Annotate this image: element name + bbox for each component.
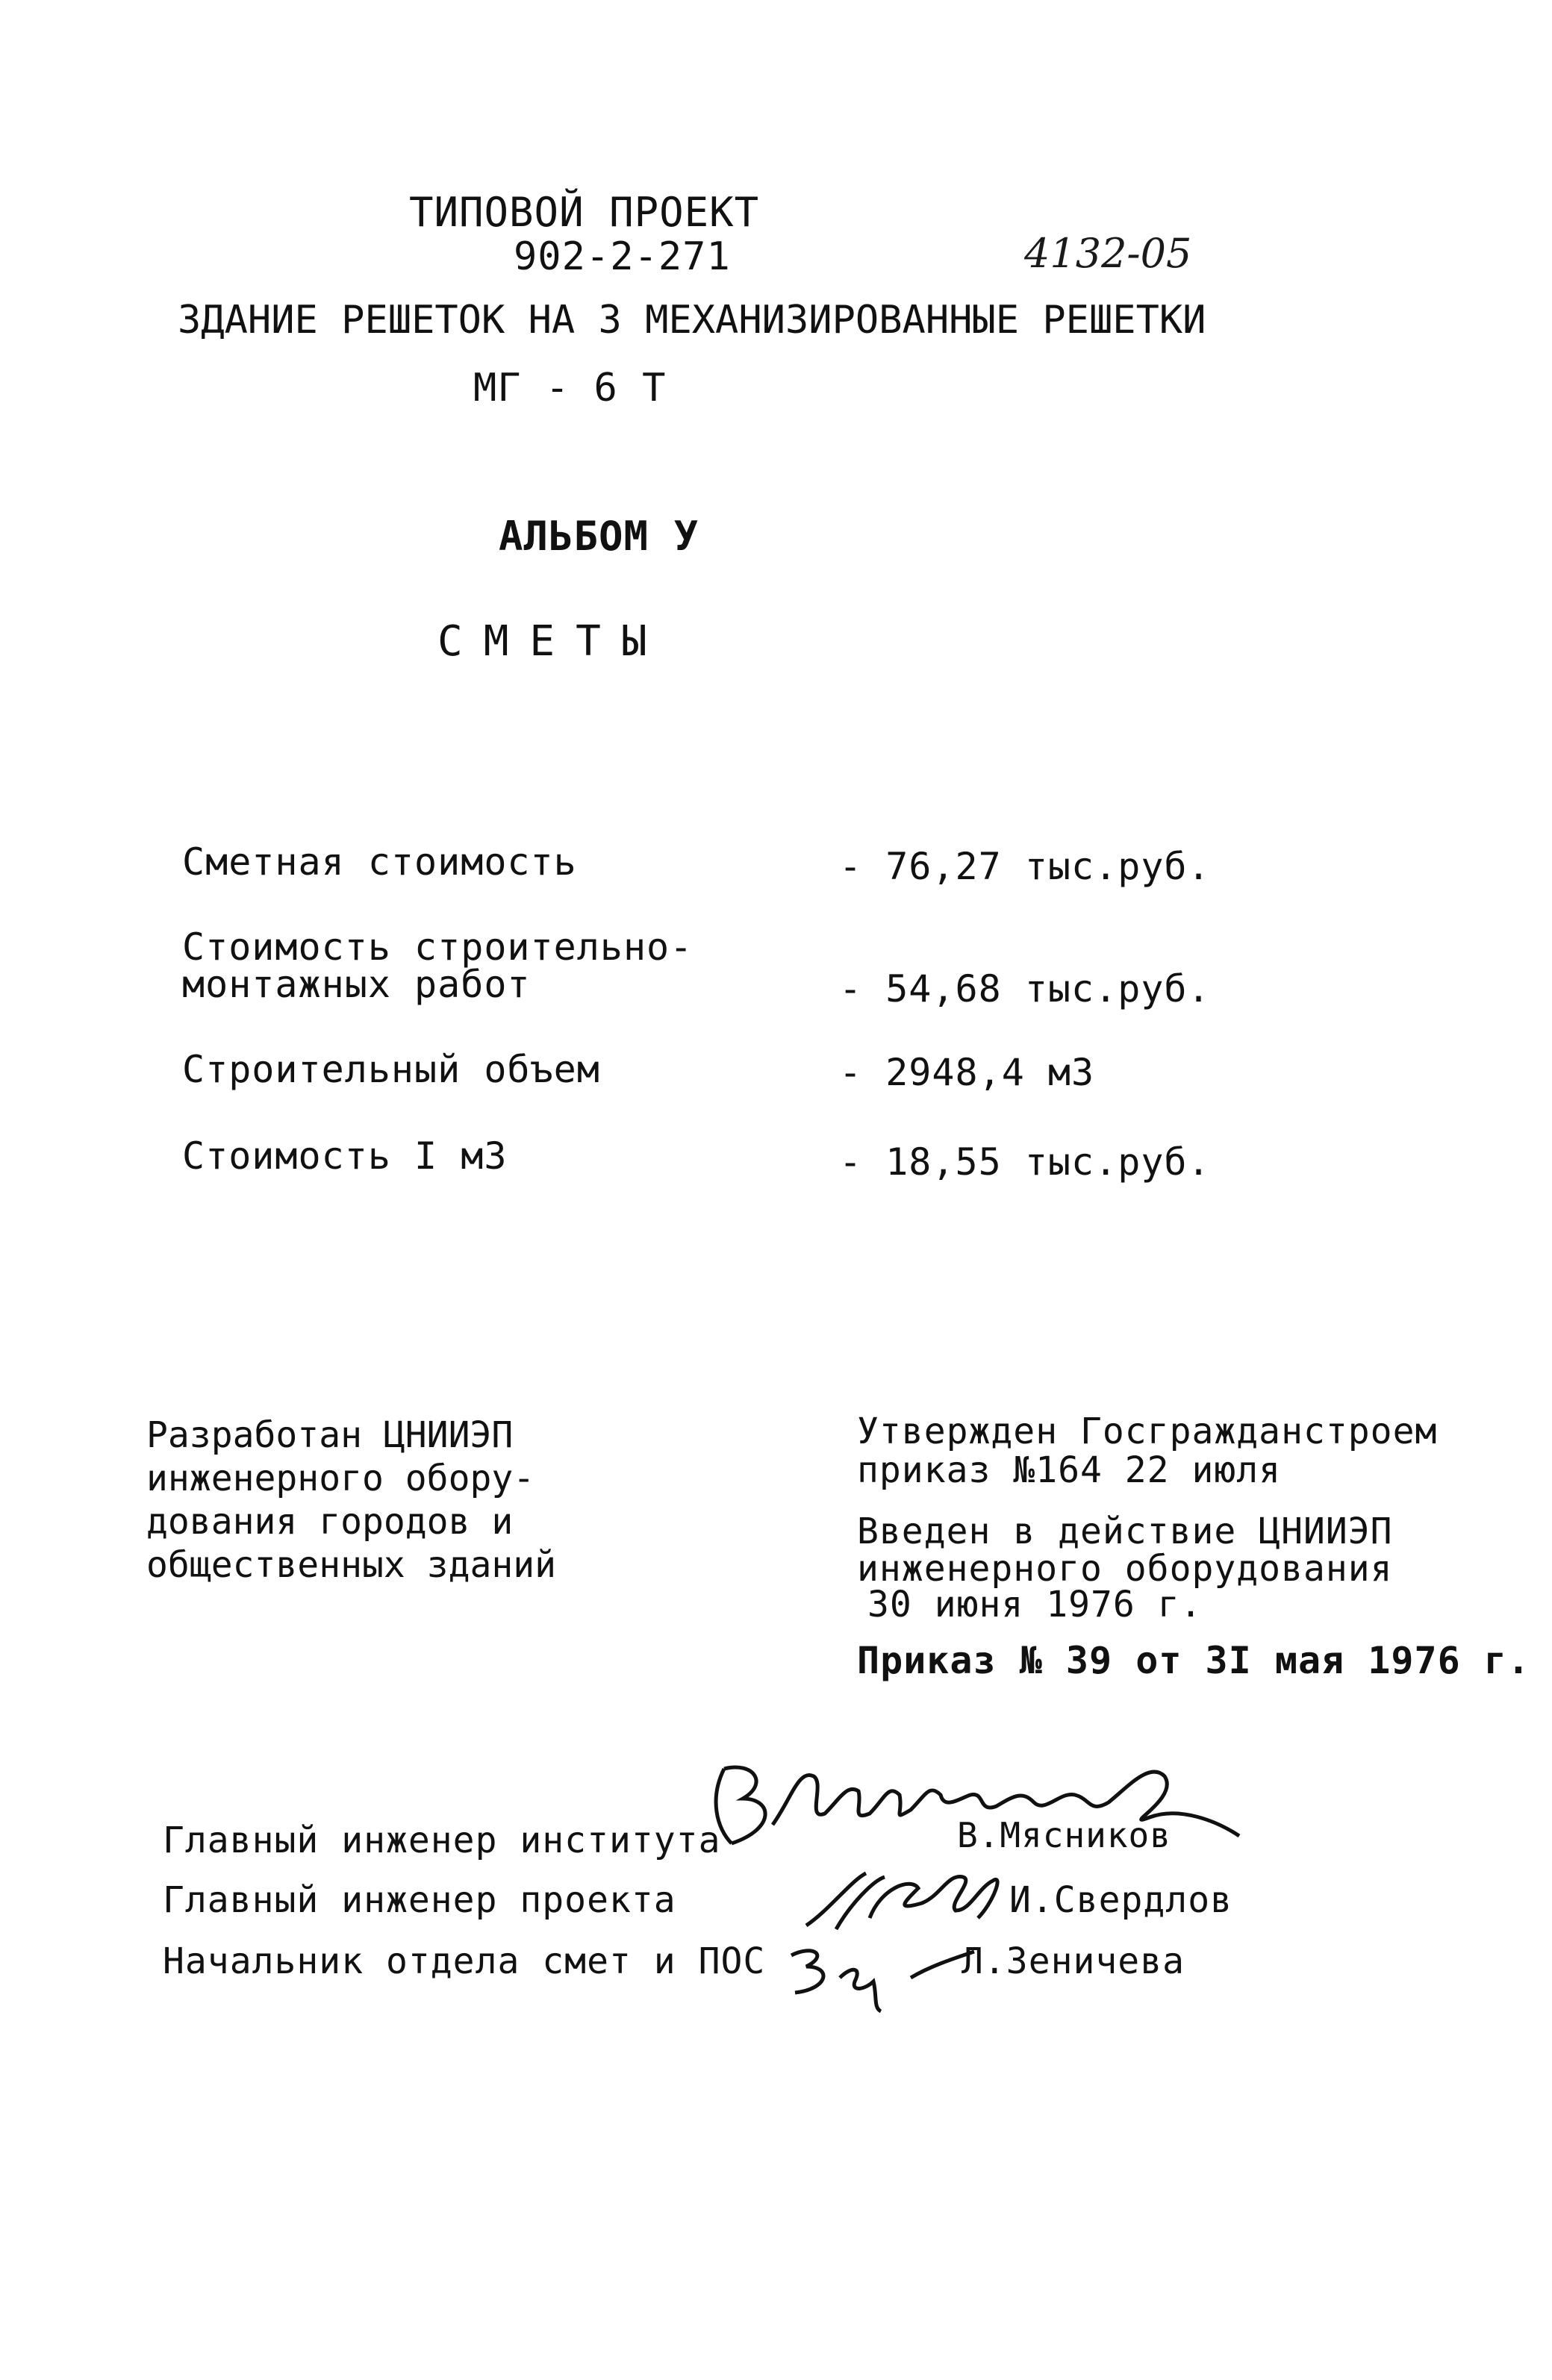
project-number: 902-2-271 (514, 234, 731, 279)
signature-name-estimates-head: Л.Зеничева (962, 1940, 1185, 1982)
cost-value-construction: - 54,68 тыс.руб. (839, 967, 1211, 1011)
signature-role-institute-chief: Главный инженер института (163, 1820, 721, 1861)
inventory-number: 4132-05 (1024, 230, 1192, 277)
developer-line: инженерного обору- (146, 1458, 535, 1499)
signature-scribble-estimates-head (784, 1933, 985, 2015)
signature-role-project-chief: Главный инженер проекта (163, 1879, 676, 1921)
approved-by-line2: приказ №164 22 июля (857, 1449, 1282, 1491)
cost-value-estimate: - 76,27 тыс.руб. (839, 845, 1211, 888)
album-title: АЛЬБОМ У (499, 513, 699, 560)
order-line: Приказ № 39 от 3I мая 1976 г. (857, 1639, 1530, 1682)
cost-label-unit: Стоимость I м3 (182, 1134, 508, 1178)
cost-value-unit: - 18,55 тыс.руб. (839, 1140, 1211, 1184)
signature-name-institute-chief: В.Мясников (957, 1815, 1171, 1855)
cost-label-volume: Строительный объем (182, 1048, 600, 1091)
signature-role-estimates-head: Начальник отдела смет и ПОС (163, 1940, 766, 1982)
cost-label-construction-line1: Стоимость строительно- (182, 925, 694, 969)
building-title: ЗДАНИЕ РЕШЕТОК НА 3 МЕХАНИЗИРОВАННЫЕ РЕШЕТКИ (178, 298, 1206, 343)
introduced-line1: Введен в действие ЦНИИЭП (857, 1511, 1393, 1552)
introduced-line2: инженерного оборудования (857, 1548, 1393, 1590)
approved-by-line1: Утвержден Госгражданстроем (857, 1411, 1438, 1452)
project-type-label: ТИПОВОЙ ПРОЕКТ (409, 189, 760, 236)
developer-line: Разработан ЦНИИЭП (146, 1414, 514, 1456)
model-designation: МГ - 6 Т (473, 366, 667, 410)
developer-line: общественных зданий (146, 1544, 557, 1586)
section-title: СМЕТЫ (437, 617, 668, 666)
cost-label-construction-line2: монтажных работ (182, 963, 531, 1006)
cost-label-estimate: Сметная стоимость (182, 840, 577, 884)
signature-name-project-chief: И.Свердлов (1009, 1879, 1232, 1921)
signature-scribble-project-chief (791, 1858, 1015, 1940)
developer-line: дования городов и (146, 1501, 514, 1543)
developer-block (146, 1414, 556, 1587)
introduced-date: 30 июня 1976 г. (867, 1584, 1203, 1625)
cost-value-volume: - 2948,4 м3 (839, 1051, 1095, 1094)
signature-scribble-institute-chief (702, 1754, 1254, 1866)
